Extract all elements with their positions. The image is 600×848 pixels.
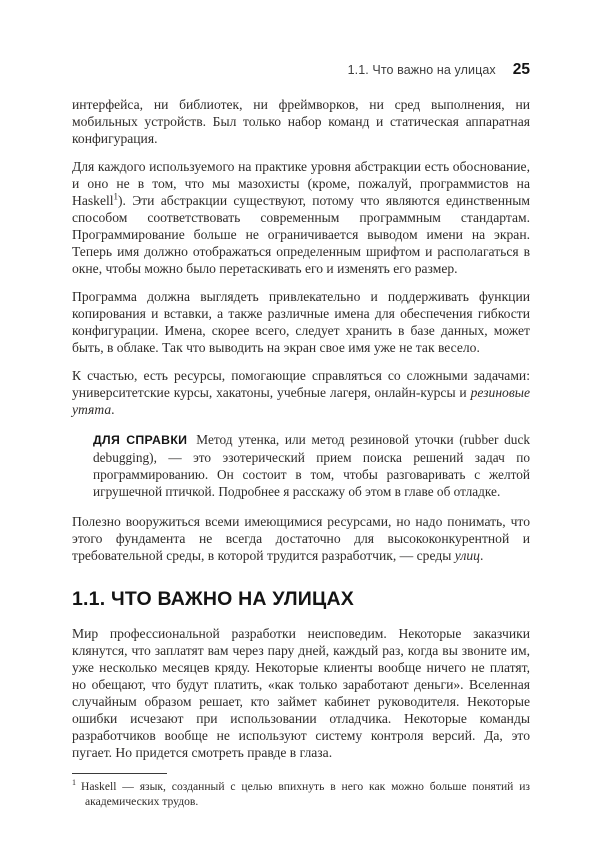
note-text: Метод утенка, или метод резиновой уточки (rubber duck debugging), — это эзотерический прием поиска решений задач по программированию. Он состоит в том, чтобы разговаривать с желтой игрушечной птичкой. Подробнее я расскажу об этом в главе об отладке. [93, 432, 530, 499]
reference-note [93, 431, 530, 500]
paragraph-text: ). Эти абстракции существуют, потому что являются единственным способом соответствовать современным программным стандартам. Программирование больше не ограничивается выводом имени на экран. Теперь имя должно отображаться определенным шрифтом и располагаться в окне, чтобы можно было перетаскивать его и изменять его размер. [72, 193, 530, 276]
italic-phrase: резиновые утята [72, 385, 530, 417]
italic-phrase: улиц [454, 548, 480, 563]
page-header [72, 61, 530, 79]
paragraph [72, 367, 530, 418]
section-heading: 1.1. ЧТО ВАЖНО НА УЛИЦАХ [72, 588, 354, 610]
paragraph: Мир профессиональной разработки неисповедим. Некоторые заказчики клянутся, что заплатят вам через пару дней, каждый раз, когда вы звоните им, уже несколько месяцев кряду. Некоторые клиенты вообще ничего не платят, но обещают, что будут платить, «как только заработают деньги». Вселенная случайным образом решает, кто займет кабинет руководителя. Некоторые ошибки исчезают при использовании отладчика. Некоторые команды разработчиков вообще не используют систему контроля версий. Да, это пугает. Но придется смотреть правде в глаза. [72, 626, 530, 760]
paragraph: Программа должна выглядеть привлекательно и поддерживать функции копирования и вставки, а также различные имена для обеспечения гибкости конфигурации. Имена, скорее всего, следует хранить в базе данных, может быть, в облаке. Так что выводить на экран свое имя уже не так весело. [72, 289, 530, 355]
paragraph-text: . [479, 548, 484, 563]
paragraph [72, 158, 530, 277]
footnote-marker: 1 [72, 778, 76, 788]
footnote [72, 779, 530, 809]
page-number: 25 [512, 61, 530, 78]
note-label: ДЛЯ СПРАВКИ [93, 433, 188, 447]
running-head-title: 1.1. Что важно на улицах [347, 63, 496, 77]
footnote-reference: 1 [113, 191, 119, 202]
paragraph: интерфейса, ни библиотек, ни фреймворков, ни сред выполнения, ни мобильных устройств. Был только набор команд и статическая аппаратная конфигурация. [72, 97, 530, 146]
footnote-text: Haskell — язык, созданный с целью впихнуть в него как можно больше понятий из академических трудов. [81, 780, 530, 808]
paragraph-text: К счастью, есть ресурсы, помогающие справляться со сложными задачами: университетские курсы, хакатоны, учебные лагеря, онлайн-курсы и [72, 368, 530, 400]
page-content [72, 96, 530, 809]
paragraph-text: Полезно вооружиться всеми имеющимися ресурсами, но надо понимать, что этого фундамента не всегда достаточно для высококонкурентной и требовательной среды, в которой трудится разработчик, — среды [72, 514, 530, 563]
footnote-divider [72, 773, 167, 774]
paragraph-text: Для каждого используемого на практике уровня абстракции есть обоснование, и оно не в том, что мы мазохисты (кроме, пожалуй, программистов на Haskell [72, 159, 530, 208]
paragraph [72, 513, 530, 564]
paragraph-text: . [111, 402, 115, 417]
